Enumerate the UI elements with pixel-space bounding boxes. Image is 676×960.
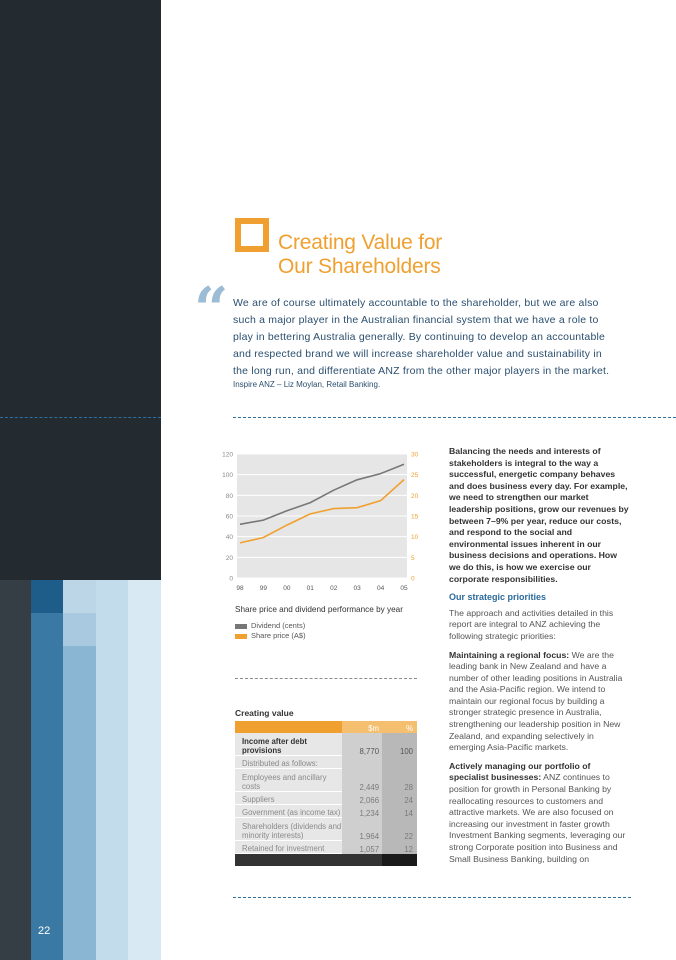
table-cell-value: 1,234 (342, 805, 382, 818)
table-cell-label: Employees and ancillary costs (235, 769, 342, 792)
sidebar-stripe (31, 580, 63, 960)
table-cell-label: Government (as income tax) (235, 805, 342, 818)
legend-item (235, 621, 305, 630)
body-paragraph (449, 650, 629, 754)
y-tick-label-left: 20 (225, 554, 233, 562)
table-cell-label: Suppliers (235, 792, 342, 805)
x-tick-label: 02 (330, 585, 338, 592)
y-tick-label-left: 40 (225, 534, 233, 542)
table-header-cell: $m (342, 721, 382, 733)
title-line: Our Shareholders (278, 255, 441, 278)
table-row (235, 805, 417, 818)
y-tick-label-left: 0 (229, 575, 233, 583)
legend-label: Share price (A$) (251, 631, 306, 640)
divider (233, 417, 676, 418)
table-header-cell (235, 721, 342, 733)
body-paragraph: The approach and activities detailed in this report are integral to ANZ achieving the following strategic priorities: (449, 607, 614, 641)
creating-value-table (235, 721, 417, 866)
table-cell-value: 8,770 (342, 733, 382, 756)
table-cell-value: 2,449 (342, 769, 382, 792)
body-column (449, 446, 629, 872)
y-tick-label-right: 0 (411, 575, 415, 583)
sidebar-dark-panel (0, 0, 161, 580)
table-row (235, 841, 417, 854)
table-cell-pct: 100 (382, 733, 417, 756)
table-row (235, 769, 417, 792)
table-header-cell: % (382, 721, 417, 733)
y-tick-label-right: 20 (411, 492, 418, 500)
y-tick-label-left: 100 (222, 472, 233, 480)
quote-mark-icon: “ (194, 275, 229, 345)
table-cell-pct: 12 (382, 841, 417, 854)
x-tick-label: 05 (400, 585, 408, 592)
table-cell-value (342, 756, 382, 769)
x-tick-label: 99 (259, 585, 268, 592)
legend-swatch (235, 624, 247, 629)
table-footer-cell (342, 854, 382, 867)
table-header-row (235, 721, 417, 733)
table-cell-pct: 22 (382, 818, 417, 841)
title-line: Creating Value for (278, 231, 443, 254)
page-title (278, 231, 442, 279)
chart-caption: Share price and dividend performance by year (235, 605, 403, 614)
paragraph-text: We are the leading bank in New Zealand and have a number of other leading positions in Australia and the Asia-Pacific region. We intend to maintain our regional focus by building a stronger strategic presence in Australia, strengthening our leadership position in New Zealand, and expanding selectively in emerging Asia-Pacific markets. (449, 649, 623, 753)
table-cell-pct: 24 (382, 792, 417, 805)
y-tick-label-left: 60 (225, 513, 233, 521)
divider (233, 897, 631, 898)
table-cell-value: 1,964 (342, 818, 382, 841)
title-square-icon (235, 218, 269, 252)
x-tick-label: 98 (236, 585, 244, 592)
body-paragraph (449, 761, 629, 865)
y-tick-label-right: 30 (411, 451, 418, 459)
table-cell-label: Shareholders (dividends and minority interests) (235, 818, 342, 841)
table-cell-pct: 14 (382, 805, 417, 818)
table-footer-cell (235, 854, 342, 867)
sidebar-stripe (0, 580, 31, 960)
lead-paragraph: Balancing the needs and interests of stakeholders is integral to the way a successful, energetic company behaves and does business every day. For example, we need to strengthen our market leadership positions, grow our revenues by between 7–9% per year, reduce our costs, and respond to the social and environmental issues inherent in our business decisions and operations. How we do this, is how we exercise our corporate responsibilities. (449, 446, 629, 584)
y-tick-label-right: 5 (411, 554, 415, 562)
sidebar-block (63, 580, 96, 613)
pull-quote: We are of course ultimately accountable to the shareholder, but we are also such a major player in the Australian financial system that we have a role to play in bettering Australia generally. By continuing to develop an accountable and respected brand we will increase shareholder value and sustainability in the long run, and differentiate ANZ from the other major players in the market. (233, 297, 610, 377)
y-tick-label-right: 15 (411, 513, 418, 521)
legend-swatch (235, 634, 247, 639)
table-cell-label: Retained for investment (235, 841, 342, 854)
y-tick-label-left: 80 (225, 492, 233, 500)
paragraph-lead-in: Maintaining a regional focus: (449, 649, 570, 660)
table-footer-cell (382, 854, 417, 867)
x-tick-label: 03 (353, 585, 361, 592)
x-tick-label: 01 (306, 585, 314, 592)
table-cell-pct (382, 756, 417, 769)
legend-label: Dividend (cents) (251, 621, 306, 630)
sidebar-block (63, 613, 96, 646)
table-cell-pct: 28 (382, 769, 417, 792)
quote-source: Inspire ANZ – Liz Moylan, Retail Banking. (233, 380, 381, 389)
page-number: 22 (38, 925, 51, 937)
y-tick-label-right: 10 (411, 534, 418, 542)
sidebar-stripe (128, 580, 161, 960)
table-cell-label: Distributed as follows: (235, 756, 342, 769)
table-row (235, 733, 417, 756)
paragraph-lead-in: Actively managing our portfolio of specialist businesses: (449, 760, 591, 783)
divider (0, 417, 161, 418)
sidebar-block (31, 580, 63, 613)
section-heading: Our strategic priorities (449, 592, 547, 603)
divider (235, 678, 417, 679)
x-tick-label: 00 (283, 585, 291, 592)
table-cell-label: Income after debt provisions (235, 733, 342, 756)
table-row (235, 792, 417, 805)
table-cell-value: 2,066 (342, 792, 382, 805)
table-cell-value: 1,057 (342, 841, 382, 854)
y-tick-label-right: 25 (411, 472, 418, 480)
table-row (235, 756, 417, 769)
sidebar-stripe (96, 580, 128, 960)
paragraph-text: ANZ continues to position for growth in Personal Banking by reallocating resources to customers and attractive markets. We are also focused on increasing our investment in faster growth Investment Banking segments, leveraging our strong Corporate position into Business and Small Business Banking, building on (449, 772, 626, 864)
share-price-dividend-chart (218, 446, 418, 598)
table-title: Creating value (235, 708, 294, 718)
y-tick-label-left: 120 (222, 451, 233, 459)
legend-item (235, 631, 306, 640)
x-tick-label: 04 (376, 585, 385, 592)
table-row (235, 818, 417, 841)
table-footer-row (235, 854, 417, 867)
